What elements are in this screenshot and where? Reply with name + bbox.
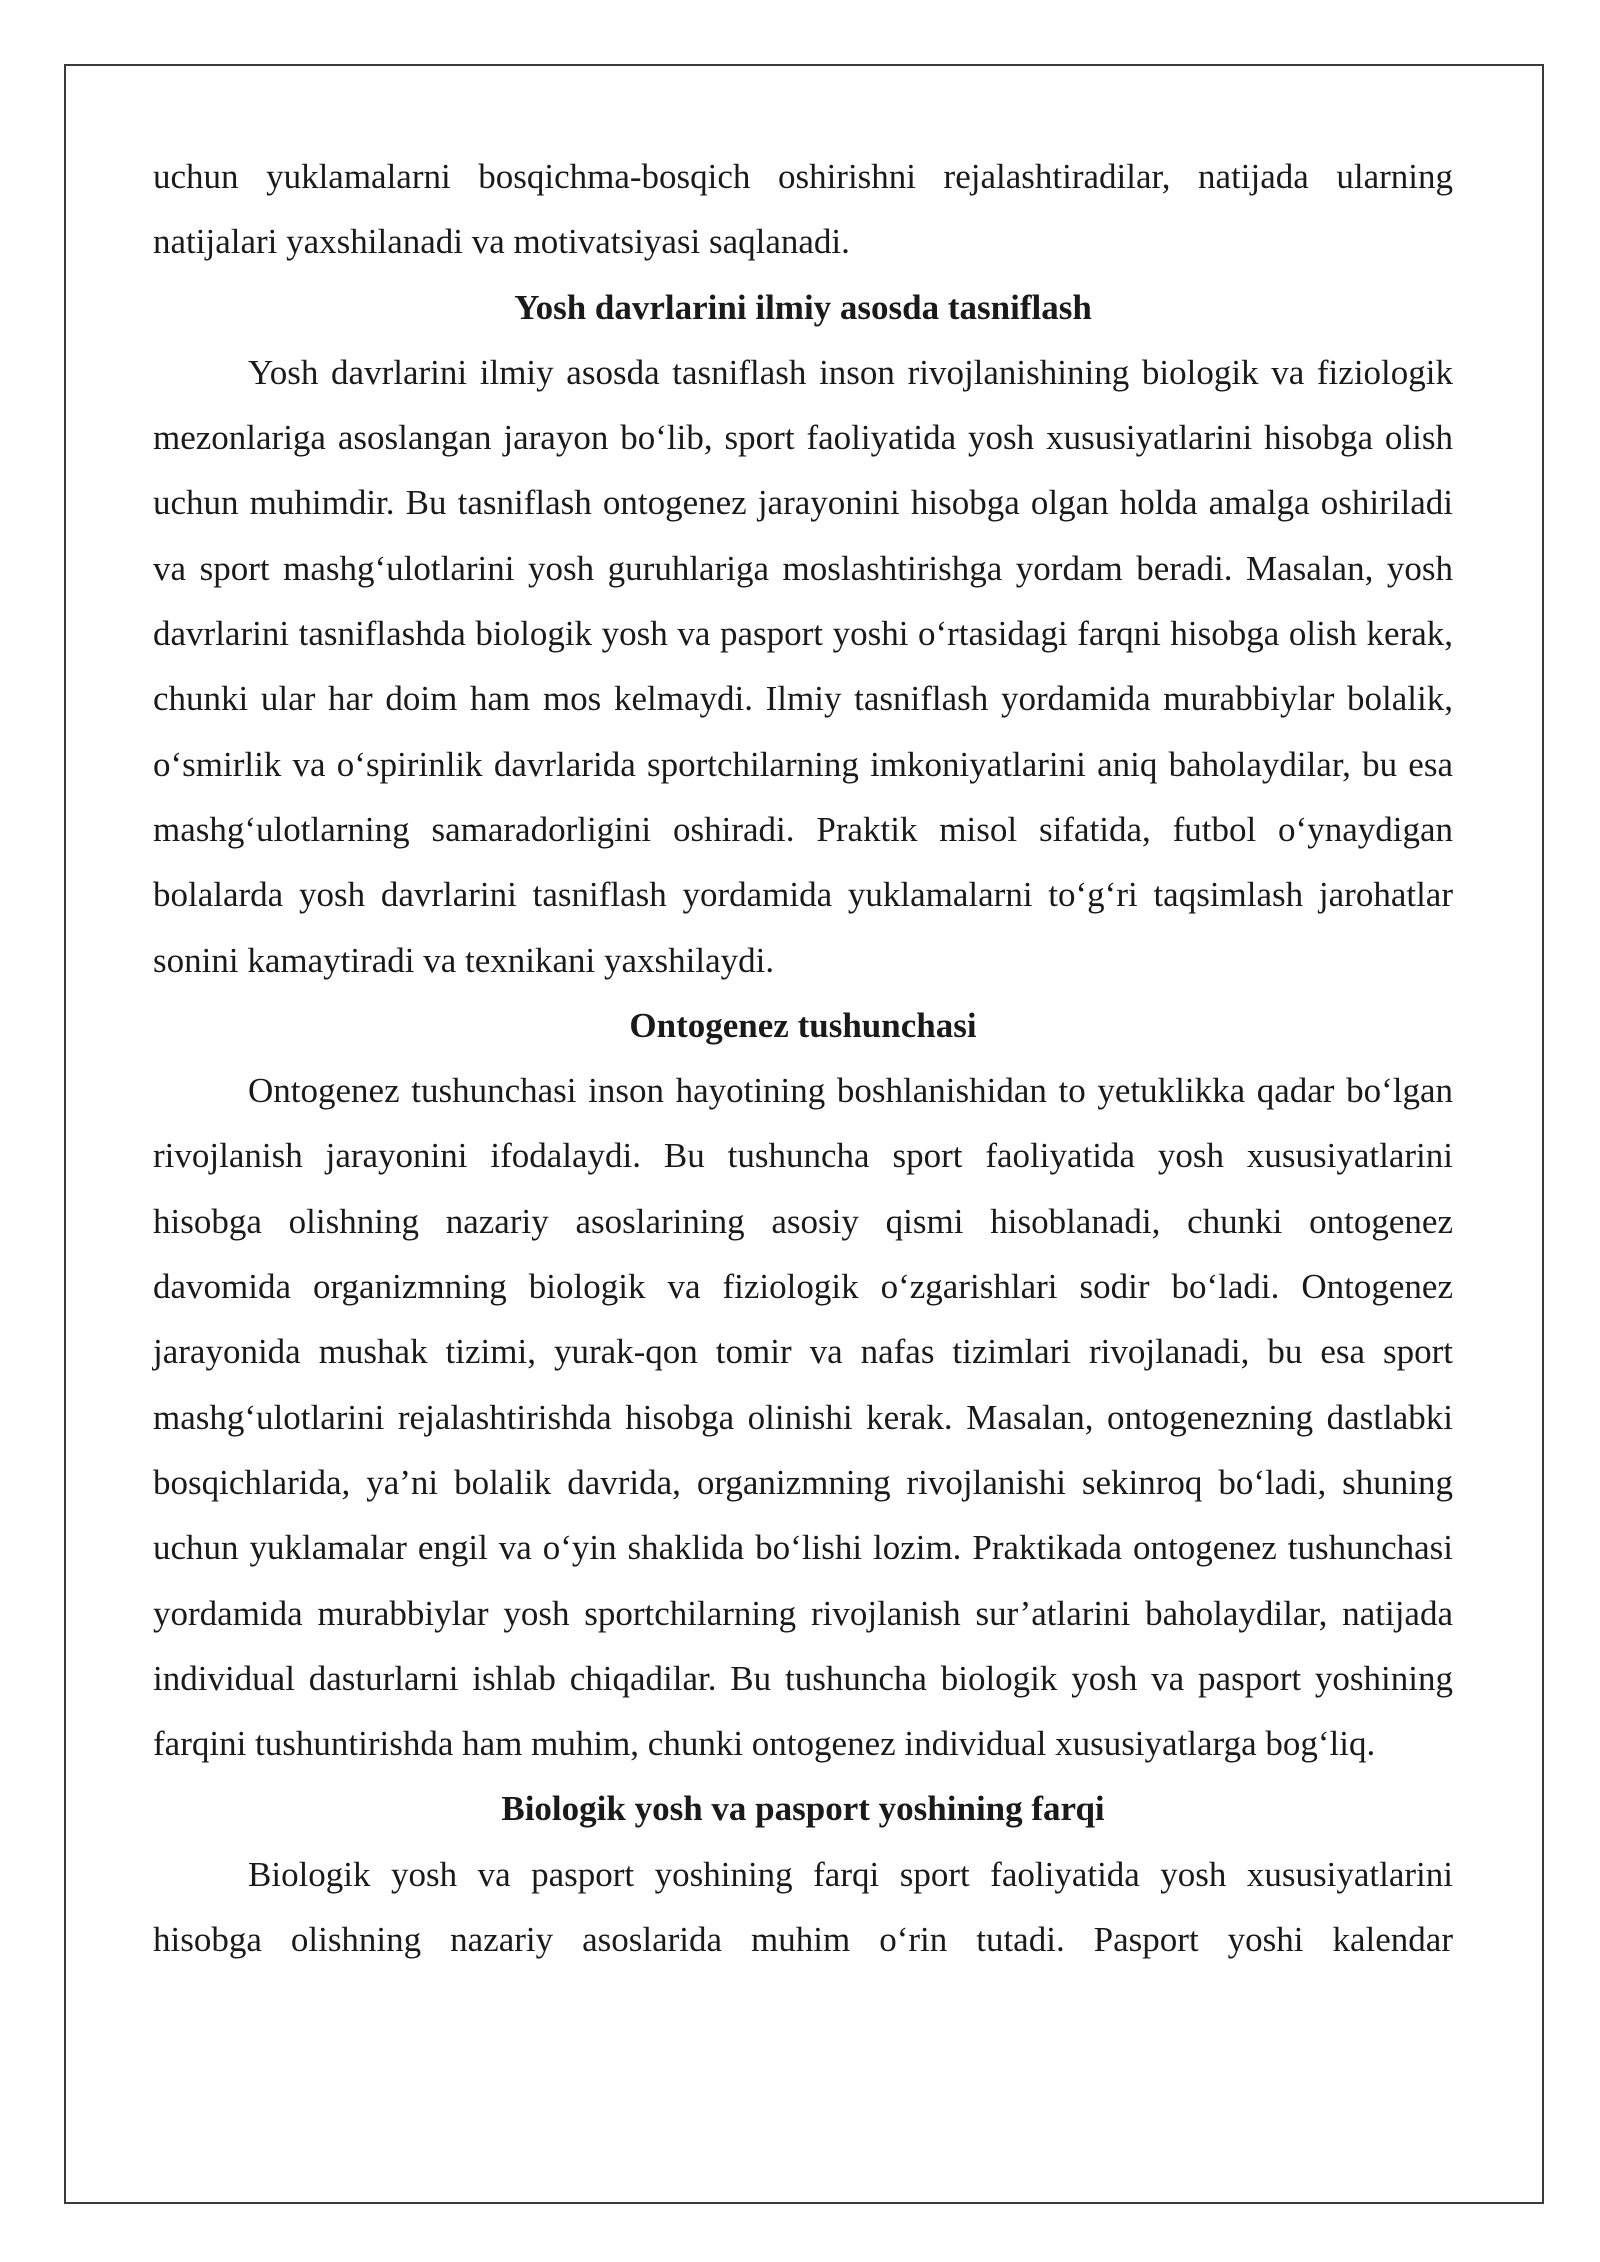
paragraph-continuation: uchun yuklamalarni bosqichma-bosqich oshirishni rejalashtiradilar, natijada ularning natijalari yaxshilanadi va motivatsiyasi saqlanadi. (153, 157, 1453, 262)
paragraph-biological-vs-passport-age: Biologik yosh va pasport yoshining farqi sport faoliyatida yosh xususiyatlarini hisobga olishning nazariy asoslarida muhim o‘rin tutadi. Pasport yoshi kalendar (153, 1854, 1453, 1960)
section-heading-age-classification: Yosh davrlarini ilmiy asosda tasniflash (514, 287, 1092, 327)
document-body (153, 144, 1453, 1972)
section-heading-biological-vs-passport-age: Biologik yosh va pasport yoshining farqi (501, 1789, 1105, 1829)
paragraph-age-classification: Yosh davrlarini ilmiy asosda tasniflash inson rivojlanishining biologik va fiziologik mezonlariga asoslangan jarayon bo‘lib, sport faoliyatida yosh xususiyatlarini hisobga olish uchun muhimdir. Bu tasniflash ontogenez jarayonini hisobga olgan holda amalga oshiriladi va sport mashg‘ulotlarini yosh guruhlariga moslashtirishga yordam beradi. Masalan, yosh davrlarini tasniflashda biologik yosh va pasport yoshi o‘rtasidagi farqni hisobga olish kerak, chunki ular har doim ham mos kelmaydi. Ilmiy tasniflash yordamida murabbiylar bolalik, o‘smirlik va o‘spirinlik davrlarida sportchilarning imkoniyatlarini aniq baholaydilar, bu esa mashg‘ulotlarning samaradorligini oshiradi. Praktik misol sifatida, futbol o‘ynaydigan bolalarda yosh davrlarini tasniflash yordamida yuklamalarni to‘g‘ri taqsimlash jarohatlar sonini kamaytiradi va texnikani yaxshilaydi. (153, 352, 1453, 980)
paragraph-ontogenesis: Ontogenez tushunchasi inson hayotining boshlanishidan to yetuklikka qadar bo‘lgan rivojlanish jarayonini ifodalaydi. Bu tushuncha sport faoliyatida yosh xususiyatlarini hisobga olishning nazariy asoslarining asosiy qismi hisoblanadi, chunki ontogenez davomida organizmning biologik va fiziologik o‘zgarishlari sodir bo‘ladi. Ontogenez jarayonida mushak tizimi, yurak-qon tomir va nafas tizimlari rivojlanadi, bu esa sport mashg‘ulotlarini rejalashtirishda hisobga olinishi kerak. Masalan, ontogenezning dastlabki bosqichlarida, ya’ni bolalik davrida, organizmning rivojlanishi sekinroq bo‘ladi, shuning uchun yuklamalar engil va o‘yin shaklida bo‘lishi lozim. Praktikada ontogenez tushunchasi yordamida murabbiylar yosh sportchilarning rivojlanish sur’atlarini baholaydilar, natijada individual dasturlarni ishlab chiqadilar. Bu tushuncha biologik yosh va pasport yoshining farqini tushuntirishda ham muhim, chunki ontogenez individual xususiyatlarga bog‘liq. (153, 1071, 1453, 1764)
section-heading-ontogenesis: Ontogenez tushunchasi (629, 1005, 977, 1045)
